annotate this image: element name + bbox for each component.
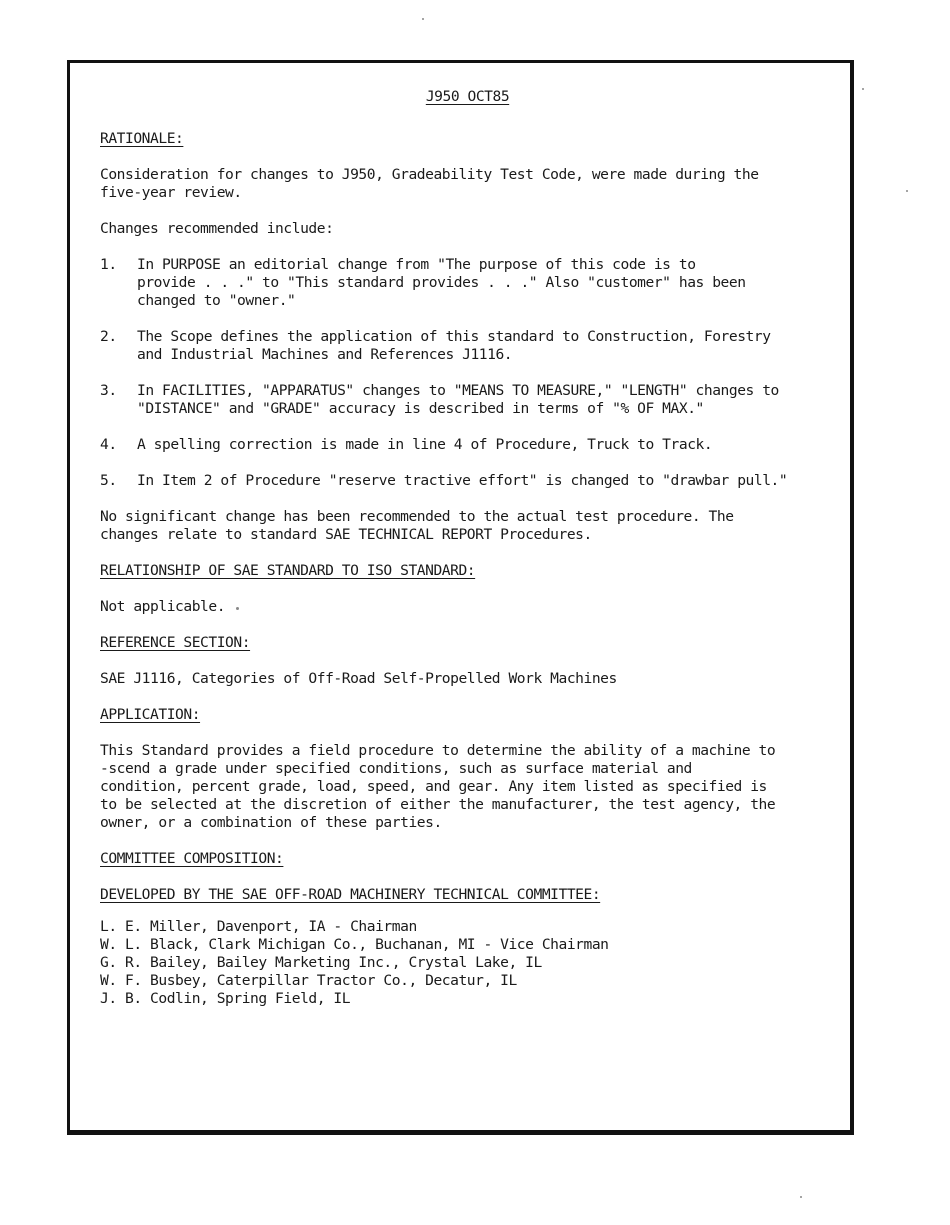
application-text: This Standard provides a field procedure to determine the ability of a machine to -scend a grade under specified conditions, such as surface material and condition, percent grade, load, speed, and gear. Any item listed as specified is to be selected at the discretion of either the manufacturer, the test agency, the owner, or a combination of these parties. — [100, 742, 776, 831]
list-item-number: 3. — [100, 382, 117, 399]
committee-member: L. E. Miller, Davenport, IA - Chairman — [100, 918, 417, 935]
committee-member: W. F. Busbey, Caterpillar Tractor Co., Decatur, IL — [100, 972, 517, 989]
list-item-number: 4. — [100, 436, 117, 453]
committee-member: G. R. Bailey, Bailey Marketing Inc., Crystal Lake, IL — [100, 954, 542, 971]
rationale-conclusion: No significant change has been recommended to the actual test procedure. The changes relate to standard SAE TECHNICAL REPORT Procedures. — [100, 508, 734, 543]
document-body — [100, 88, 835, 1008]
list-item — [100, 256, 835, 310]
reference-heading-text: REFERENCE SECTION: — [100, 634, 251, 651]
committee-member: W. L. Black, Clark Michigan Co., Buchanan, MI - Vice Chairman — [100, 936, 609, 953]
scan-speck — [422, 18, 424, 20]
scan-speck — [862, 88, 864, 90]
list-item-number: 5. — [100, 472, 117, 489]
list-item-text: In FACILITIES, "APPARATUS" changes to "MEANS TO MEASURE," "LENGTH" changes to "DISTANCE" and "GRADE" accuracy is described in terms of "% OF MAX." — [137, 382, 779, 417]
list-item-text: The Scope defines the application of this standard to Construction, Forestry and Industrial Machines and References J1116. — [137, 328, 771, 363]
changes-list — [100, 256, 835, 490]
changes-intro: Changes recommended include: — [100, 220, 334, 237]
developed-by-heading — [100, 886, 835, 904]
document-code — [100, 88, 835, 106]
application-heading — [100, 706, 835, 724]
list-item-number: 1. — [100, 256, 117, 273]
list-item-text: In Item 2 of Procedure "reserve tractive effort" is changed to "drawbar pull." — [137, 472, 788, 489]
committee-member: J. B. Codlin, Spring Field, IL — [100, 990, 351, 1007]
reference-text: SAE J1116, Categories of Off-Road Self-Propelled Work Machines — [100, 670, 617, 687]
application-heading-text: APPLICATION: — [100, 706, 201, 723]
committee-heading — [100, 850, 835, 868]
rationale-intro: Consideration for changes to J950, Gradeability Test Code, were made during the five-year review. — [100, 166, 759, 201]
list-item — [100, 436, 835, 454]
list-item-text: A spelling correction is made in line 4 of Procedure, Truck to Track. — [137, 436, 713, 453]
reference-heading — [100, 634, 835, 652]
document-code-text: J950 OCT85 — [425, 88, 510, 105]
rationale-heading — [100, 130, 835, 148]
list-item — [100, 472, 835, 490]
list-item — [100, 328, 835, 364]
scan-speck — [800, 1196, 802, 1198]
committee-members — [100, 918, 835, 1008]
rationale-heading-text: RATIONALE: — [100, 130, 184, 147]
list-item-text: In PURPOSE an editorial change from "The purpose of this code is to provide . . ." to "This standard provides . . ." Also "customer" has been changed to "owner." — [137, 256, 746, 309]
scan-speck — [906, 190, 908, 192]
committee-heading-text: COMMITTEE COMPOSITION: — [100, 850, 284, 867]
iso-relationship-text: Not applicable. — [100, 598, 226, 615]
iso-relationship-heading — [100, 562, 835, 580]
list-item-number: 2. — [100, 328, 117, 345]
iso-relationship-heading-text: RELATIONSHIP OF SAE STANDARD TO ISO STANDARD: — [100, 562, 476, 579]
list-item — [100, 382, 835, 418]
developed-by-heading-text: DEVELOPED BY THE SAE OFF-ROAD MACHINERY TECHNICAL COMMITTEE: — [100, 886, 601, 903]
